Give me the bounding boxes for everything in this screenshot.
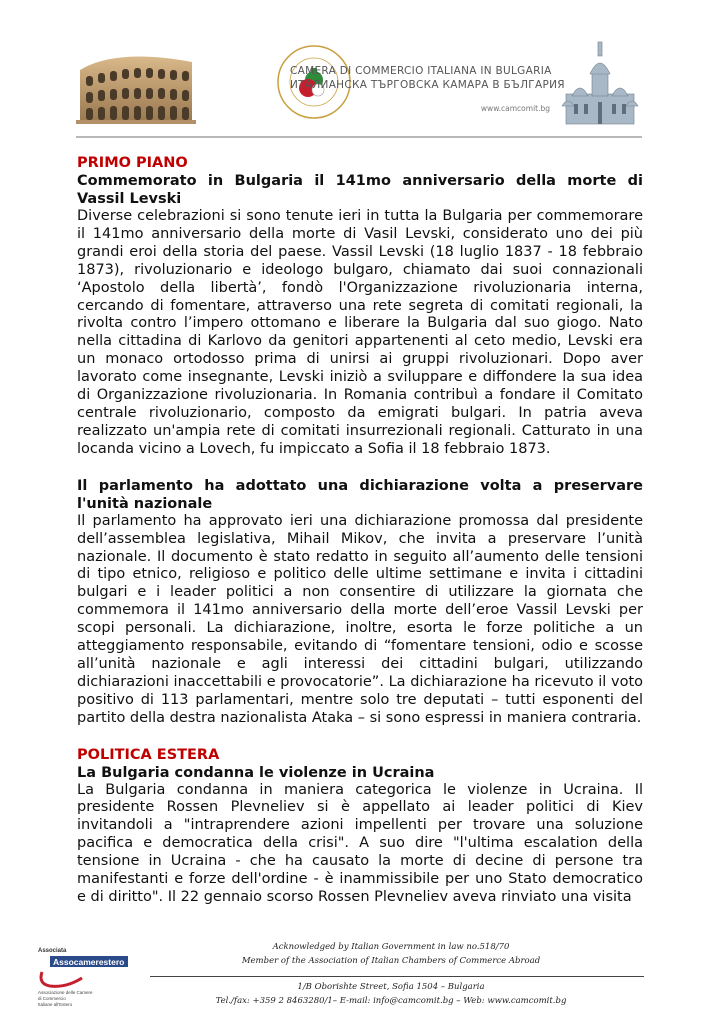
logo-assocamerestero: Assocamerestero [53,957,125,967]
header-divider [76,136,642,138]
article-headline: Commemorato in Bulgaria il 141mo anniversario della morte di Vassil Levski [77,173,643,207]
newsletter-content [77,154,643,907]
article-ukraine [77,746,643,907]
article-headline: La Bulgaria condanna le violenze in Ucraina [77,764,435,781]
letterhead [76,34,642,142]
logo-sub-1: Associazione delle Camere [38,990,93,995]
article-body: La Bulgaria condanna in maniera categorica le violenze in Ucraina. Il presidente Rossen Plevneliev si è appellato ai leader politici di Kiev invitandoli a "intraprendere azioni impellenti per trovare una soluzione pacifica e democratica della crisi". A suo dire "l'ultima escalation della tensione in Ucraina - che ha causato la morte di decine di persone tra manifestanti e forze dell'ordine - è inammissibile per uno Stato democratico e di diritto". Il 22 gennaio scorso Rossen Plevneliev aveva rinviato una visita [77,781,643,905]
footer-address: 1/B Oborishte Street, Sofia 1504 – Bulgaria [297,982,485,992]
footer-acknowledged: Acknowledged by Italian Government in law no.518/70 [272,942,510,952]
section-label-politica-estera: POLITICA ESTERA [77,746,220,763]
footer-membership: Member of the Association of Italian Chambers of Commerce Abroad [241,956,541,966]
footer-divider [150,976,644,977]
article-headline: Il parlamento ha adottato una dichiarazione volta a preservare l'unità nazionale [77,477,643,512]
logo-sub-3: Italiane all'Estero [38,1002,73,1007]
chamber-name-italian: CAMERA DI COMMERCIO ITALIANA IN BULGARIA [290,65,552,77]
cathedral-illustration [558,36,642,132]
article-parliament [77,477,643,728]
chamber-name-bulgarian: ИТАЛИАНСКА ТЪРГОВСКА КАМАРА В БЪЛГАРИЯ [290,79,565,91]
logo-sub-2: di Commercio [38,996,66,1001]
article-body: Il parlamento ha approvato ieri una dichiarazione promossa dal presidente dell’assemblea legislativa, Mihail Mikov, che invita a preservare l’unità nazionale. Il documento è stato redatto in seguito all’aumento delle tensioni di tipo etnico, religioso e politico delle ultime settimane e invita i cittadini bulgari e i leader politici a non consentire di utilizzare la giornata che commemora il 141mo anniversario della morte dell’eroe Vassil Levski per scopi personali. La dichiarazione, inoltre, esorta le forze politiche a un atteggiamento responsabile, evitando di “fomentare tensioni, odio e scosse all’unità nazionale e agli interessi dei cittadini bulgari, utilizzando dichiarazioni inaccettabili e provocatorie”. La dichiarazione ha ricevuto il voto positivo di 113 parlamentari, mentre solo tre deputati – tutti esponenti del partito della destra nazionalista Ataka – si sono espressi in maniera contraria. [77,512,643,726]
chamber-name [290,64,565,92]
colosseum-illustration [76,40,196,130]
header-website: www.camcomit.bg [480,104,550,113]
section-label-primo-piano: PRIMO PIANO [77,155,188,171]
article-levski [77,154,643,459]
logo-associata: Associata [38,948,67,954]
footer-contacts: Tel./fax: +359 2 8463280/1– E-mail: info@camcomit.bg – Web: www.camcomit.bg [215,996,567,1006]
page-footer [0,928,724,1024]
article-body: Diverse celebrazioni si sono tenute ieri in tutta la Bulgaria per commemorare il 141mo anniversario della morte di Vasil Levski, considerato uno dei più grandi eroi della storia del paese. Vassil Levski (18 luglio 1837 - 18 febbraio 1873), rivoluzionario e ideologo bulgaro, chiamato dai suoi connazionali ‘Apostolo della libertà’, fondò l'Organizzazione rivoluzionaria interna, cercando di fomentare, attraverso una rete segreta di comitati regionali, la rivolta contro l’impero ottomano e liberare la Bulgaria dal suo giogo. Nato nella cittadina di Karlovo da genitori appartenenti al ceto medio, Levski era un monaco ortodosso prima di unirsi ai gruppi rivoluzionari. Dopo aver lavorato come insegnante, Levski iniziò a sviluppare e diffondere la sua idea di Organizzazione rivoluzionaria. In Romania contribuì a fondare il Comitato centrale rivoluzionario, composto da emigrati bulgari. In patria aveva realizzato un'ampia rete di comitati insurrezionali regionali. Catturato in una locanda vicino a Lovech, fu impiccato a Sofia il 18 febbraio 1873. [77,208,643,457]
